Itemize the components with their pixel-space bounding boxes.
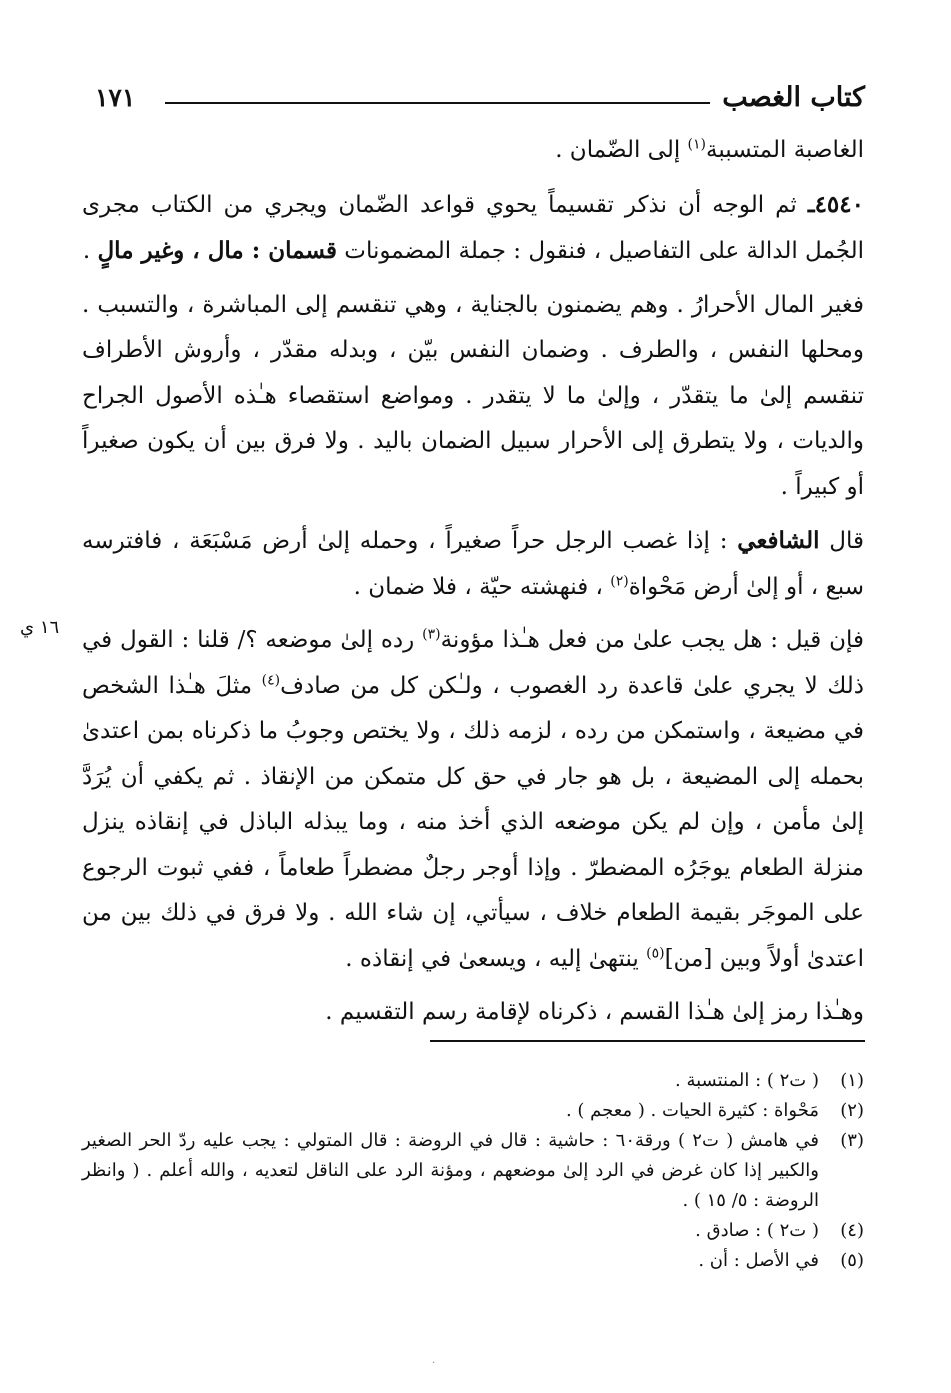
paragraph-2: ٤٥٤٠ـ ثم الوجه أن نذكر تقسيماً يحوي قواعد الضّمان ويجري من الكتاب مجرى الجُمل الدالة على التفاصيل ، فنقول : جملة المضمونات قسمان : مال ، وغير مالٍ .: [82, 190, 864, 264]
footnote-number: (٤): [840, 1220, 864, 1241]
scan-speck: ·: [432, 1358, 436, 1369]
paragraph-4: قال الشافعي : إذا غصب الرجل حراً صغيراً ، وحمله إلىٰ أرض مَسْبَعَة ، فافترسه سبع ، أو إلىٰ أرض مَحْواة$^{(٢)}$ ، فنهشته حيّة ، فلا ضمان .: [82, 527, 864, 600]
paragraph-3: فغير المال الأحرارُ . وهم يضمنون بالجناية ، وهي تنقسم إلى المباشرة ، والتسبب . ومحلها النفس ، والطرف . وضمان النفس بيّن ، وبدله مقدّر ، وأروش الأطراف تنقسم إلىٰ ما يتقدّر ، وإلىٰ ما لا يتقدر . ومواضع استقصاء هـٰذه الأصول الجراح والديات ، ولا يتطرق إلى الأحرار سبيل الضمان باليد . ولا فرق بين أن يكون صغيراً أو كبيراً .: [82, 291, 864, 500]
footnote-text: في هامش ( ت٢ ) ورقة٦٠ : حاشية : قال في الروضة : قال المتولي : يجب عليه ردّ الحر الصغير والكبير إذا كان غرض في الرد إلىٰ موضعهم ، ومؤنة الرد على الناقل لتعديه ، والله أعلم . ( وانظر الروضة : ٥/ ١٥ ) .: [82, 1130, 820, 1211]
paragraph-1: الغاصبة المتسببة$^{(١)}$ إلى الضّمان .: [555, 136, 864, 163]
footnote-text: ( ت٢ ) : صادق .: [695, 1220, 819, 1241]
footnote-number: (٣): [840, 1130, 864, 1151]
footnote-2: [82, 1096, 864, 1126]
paragraph-6: وهـٰذا رمز إلىٰ هـٰذا القسم ، ذكرناه لإقامة رسم التقسيم .: [325, 999, 864, 1025]
footnote-rule: [430, 1040, 865, 1042]
footnote-4: [82, 1216, 864, 1246]
footnote-number: (٥): [840, 1250, 864, 1271]
footnote-text: مَحْواة : كثيرة الحيات . ( معجم ) .: [565, 1100, 819, 1121]
footnote-1: [82, 1066, 864, 1096]
margin-folio-note: ١٦ ي: [20, 617, 60, 638]
header-rule: [165, 102, 710, 104]
running-header: [95, 78, 865, 118]
footnote-number: (١): [840, 1070, 864, 1091]
page-number: ١٧١: [95, 83, 136, 112]
footnotes: [82, 1066, 864, 1276]
footnote-text: ( ت٢ ) : المنتسبة .: [675, 1070, 819, 1091]
footnote-3: [82, 1126, 864, 1216]
footnote-5: [82, 1246, 864, 1276]
main-text: [82, 128, 864, 1036]
chapter-title: كتاب الغصب: [722, 82, 865, 113]
footnote-number: (٢): [840, 1100, 864, 1121]
paragraph-5: فإن قيل : هل يجب علىٰ من فعل هـٰذا مؤونة$^{(٣)}$ رده إلىٰ موضعه ؟/ قلنا : القول في ذلك لا يجري علىٰ قاعدة رد الغصوب ، ولـٰكن كل من صادف$^{(٤)}$ مثلَ هـٰذا الشخص في مضيعة ، واستمكن من رده ، لزمه ذلك ، ولا يختص وجوبُ ما ذكرناه بمن اعتدىٰ بحمله إلى المضيعة ، بل هو جار في حق كل متمكن من الإنقاذ . ثم يكفي أن يُرَدَّ إلىٰ مأمن ، وإن لم يكن موضعه الذي أخذ منه ، وما يبذله الباذل في إنقاذه ينزل منزلة الطعام يوجَرُه المضطرّ . وإذا أوجر رجلٌ مضطراً طعاماً ، ففي ثبوت الرجوع على الموجَر بقيمة الطعام خلاف ، سيأتي، إن شاء الله . ولا فرق في ذلك بين من اعتدىٰ أولاً وبين [من]$^{(٥)}$ ينتهىٰ إليه ، ويسعىٰ في إنقاذه .: [82, 626, 864, 972]
footnote-text: في الأصل : أن .: [698, 1250, 819, 1271]
